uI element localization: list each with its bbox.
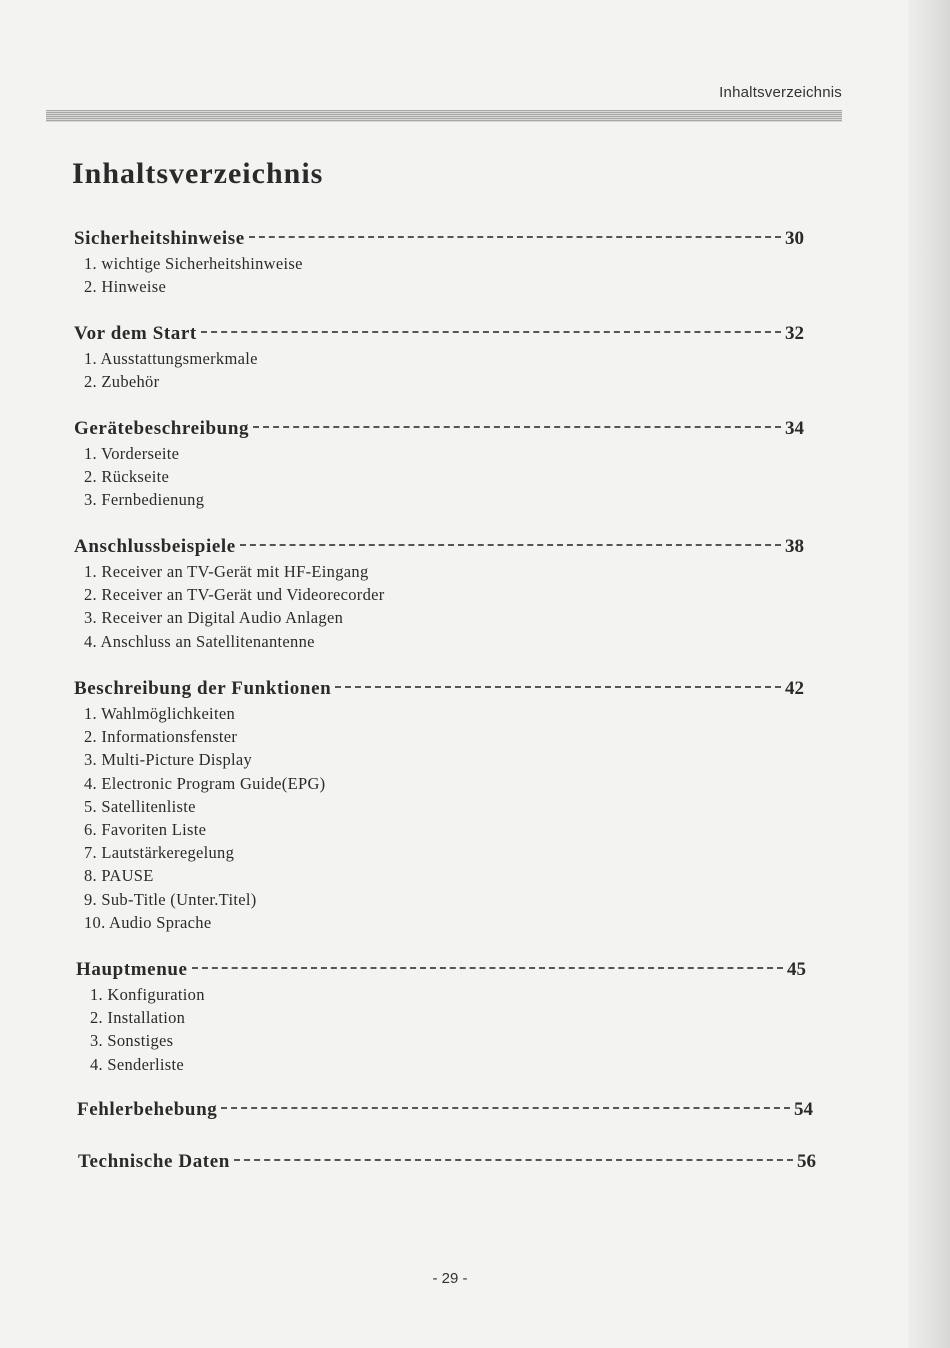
toc-section-anschlussbeispiele[interactable]: [74, 536, 804, 653]
dot-leader: [253, 426, 781, 428]
toc-page-number: 32: [785, 323, 804, 344]
toc-item[interactable]: 1. Wahlmöglichkeiten: [84, 704, 236, 723]
dot-leader: [335, 686, 781, 688]
toc-item[interactable]: 2. Informationsfenster: [84, 727, 238, 747]
toc-section-title[interactable]: Gerätebeschreibung: [74, 418, 250, 439]
toc-item-list: [74, 560, 804, 653]
toc-page-number: 42: [785, 678, 804, 699]
page-number: - 29 -: [432, 1270, 468, 1287]
dot-leader: [201, 331, 781, 333]
toc-item[interactable]: 10. Audio Sprache: [84, 912, 212, 932]
toc-item[interactable]: 2. Receiver an TV-Gerät und Videorecorder: [84, 585, 385, 605]
toc-item[interactable]: 4. Anschluss an Satellitenantenne: [84, 631, 315, 651]
toc-page-number: 34: [785, 418, 804, 439]
toc-item[interactable]: 4. Electronic Program Guide(EPG): [84, 773, 326, 793]
dot-leader: [192, 967, 783, 969]
toc-section-title[interactable]: Technische Daten: [78, 1151, 230, 1172]
toc-item[interactable]: 1. Konfiguration: [90, 985, 205, 1004]
toc-item[interactable]: 6. Favoriten Liste: [84, 820, 207, 840]
toc-item[interactable]: 5. Satellitenliste: [84, 796, 196, 816]
toc-section-title[interactable]: Beschreibung der Funktionen: [74, 678, 332, 699]
toc-item[interactable]: 1. wichtige Sicherheitshinweise: [84, 254, 303, 273]
toc-section-title[interactable]: Anschlussbeispiele: [74, 536, 236, 557]
toc-item[interactable]: 3. Receiver an Digital Audio Anlagen: [84, 608, 344, 628]
toc-item[interactable]: 1. Ausstattungsmerkmale: [84, 349, 258, 368]
toc-section-title[interactable]: Sicherheitshinweise: [74, 228, 245, 249]
toc-page-number: 38: [785, 536, 804, 557]
toc-page-number: 45: [787, 959, 806, 980]
toc-item[interactable]: 2. Zubehör: [84, 372, 160, 392]
toc-item[interactable]: 9. Sub-Title (Unter.Titel): [84, 889, 257, 909]
toc-section-sicherheitshinweise[interactable]: [74, 228, 804, 298]
page-edge: [908, 0, 950, 1348]
toc-section-vor-dem-start[interactable]: [74, 323, 804, 393]
toc-item-list: [74, 702, 804, 934]
header-rule: [46, 110, 842, 122]
toc-section-title[interactable]: Vor dem Start: [74, 323, 197, 344]
toc-item[interactable]: 8. PAUSE: [84, 866, 154, 886]
toc-item[interactable]: 4. Senderliste: [90, 1054, 185, 1074]
toc-page-number: 54: [794, 1099, 813, 1120]
toc-section-title[interactable]: Fehlerbehebung: [77, 1099, 218, 1120]
toc-section-beschreibung-der-funktionen[interactable]: [74, 678, 804, 934]
toc-item[interactable]: 3. Multi-Picture Display: [84, 750, 253, 770]
toc-section-technische-daten[interactable]: [78, 1151, 816, 1175]
toc-section-geraetebeschreibung[interactable]: [74, 418, 804, 512]
toc-page-number: 56: [797, 1151, 816, 1172]
toc-item[interactable]: 2. Hinweise: [84, 277, 167, 297]
toc-section-hauptmenue[interactable]: [76, 959, 806, 1076]
toc-item[interactable]: 7. Lautstärkeregelung: [84, 843, 235, 863]
toc-page-number: 30: [785, 228, 804, 249]
toc-section-title[interactable]: Hauptmenue: [76, 959, 188, 980]
toc-item[interactable]: 1. Receiver an TV-Gerät mit HF-Eingang: [84, 562, 369, 581]
page-title: Inhaltsverzeichnis: [72, 157, 324, 190]
toc-item[interactable]: 3. Sonstiges: [90, 1031, 174, 1051]
toc-item-list: [74, 442, 804, 512]
dot-leader: [249, 236, 781, 238]
toc-item[interactable]: 2. Rückseite: [84, 467, 170, 487]
toc-item-list: [74, 252, 804, 298]
running-header: Inhaltsverzeichnis: [719, 84, 842, 101]
toc-item[interactable]: 1. Vorderseite: [84, 444, 180, 463]
dot-leader: [234, 1159, 793, 1161]
toc-item[interactable]: 2. Installation: [90, 1008, 186, 1028]
toc-section-fehlerbehebung[interactable]: [77, 1099, 813, 1123]
dot-leader: [240, 544, 781, 546]
toc-item-list: [76, 983, 806, 1076]
toc-item[interactable]: 3. Fernbedienung: [84, 490, 205, 510]
toc-item-list: [74, 347, 804, 393]
dot-leader: [221, 1107, 790, 1109]
